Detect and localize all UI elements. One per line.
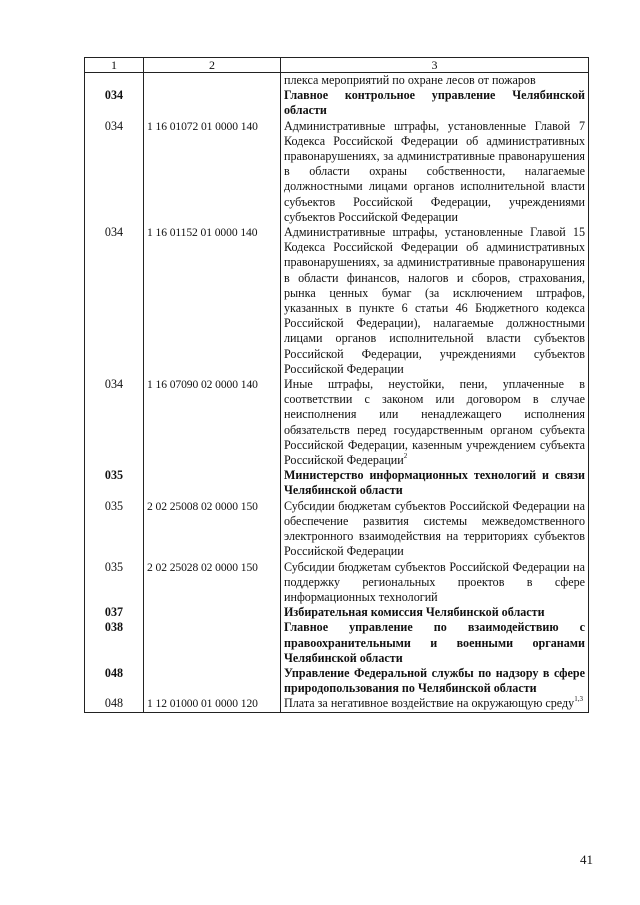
table-row [85, 73, 589, 89]
administrator-code-cell: 037 [85, 605, 144, 620]
description-text: Избирательная комиссия Челябинской области [284, 605, 545, 620]
table-row [85, 666, 589, 696]
revenue-code-cell [144, 666, 281, 696]
administrator-code-cell [85, 73, 144, 89]
description-cell [281, 88, 589, 118]
description-text: Главное управление по взаимодействию с правоохранительными и военными органами Челябинской области [284, 620, 585, 665]
description-text: Административные штрафы, установленные Главой 7 Кодекса Российской Федерации об административных правонарушениях, за административные правонарушения в области охраны собственности, налагаемые должностными лицами органов исполнительной власти субъектов Российской Федерации, учреждениями субъектов Российской Федерации [284, 118, 585, 224]
administrator-code-cell: 034 [85, 88, 144, 118]
administrator-code-cell: 035 [85, 468, 144, 498]
column-header-2: 2 [144, 58, 281, 73]
description-cell [281, 499, 589, 560]
administrator-code-cell: 034 [85, 377, 144, 468]
revenue-code-cell: 1 16 01152 01 0000 140 [144, 225, 281, 377]
description-cell [281, 119, 589, 225]
footnote-reference: 1,3 [574, 695, 583, 704]
administrator-code-cell: 034 [85, 119, 144, 225]
table-body [85, 73, 589, 713]
revenue-code-cell: 2 02 25008 02 0000 150 [144, 499, 281, 560]
footnote-reference: 2 [403, 452, 408, 461]
table-row [85, 225, 589, 377]
revenue-code-cell [144, 88, 281, 118]
table-row [85, 468, 589, 498]
description-cell [281, 225, 589, 377]
table-row [85, 119, 589, 225]
description-cell [281, 696, 589, 712]
revenue-code-cell: 2 02 25028 02 0000 150 [144, 560, 281, 606]
revenue-code-cell: 1 16 01072 01 0000 140 [144, 119, 281, 225]
table-header-row [85, 58, 589, 73]
administrator-code-cell: 035 [85, 499, 144, 560]
revenue-code-cell [144, 620, 281, 666]
description-text: Плата за негативное воздействие на окружающую среду [284, 696, 575, 711]
administrator-code-cell: 035 [85, 560, 144, 606]
description-cell [281, 73, 589, 89]
column-header-1: 1 [85, 58, 144, 73]
revenue-code-cell [144, 605, 281, 620]
table-row [85, 499, 589, 560]
administrator-code-cell: 048 [85, 696, 144, 712]
revenue-code-cell: 1 12 01000 01 0000 120 [144, 696, 281, 712]
table-row [85, 620, 589, 666]
administrator-code-cell: 048 [85, 666, 144, 696]
description-text: Субсидии бюджетам субъектов Российской Федерации на обеспечение развития системы межведомственного электронного взаимодействия на территориях субъектов Российской Федерации [284, 498, 585, 559]
description-text: плекса мероприятий по охране лесов от пожаров [284, 73, 536, 87]
administrator-code-cell: 038 [85, 620, 144, 666]
table-row [85, 696, 589, 712]
revenue-code-cell [144, 73, 281, 89]
description-cell [281, 620, 589, 666]
administrator-code-cell: 034 [85, 225, 144, 377]
page-number: 41 [580, 852, 593, 867]
description-text: Административные штрафы, установленные Главой 15 Кодекса Российской Федерации об административных правонарушениях, за административные правонарушения в области финансов, налогов и сборов, страхования, рынка ценных бумаг (за исключением штрафов, указанных в пункте 6 статьи 46 Бюджетного кодекса Российской Федерации), налагаемые должностными лицами органов исполнительной власти субъектов Российской Федерации, учреждениями субъектов Российской Федерации [284, 225, 585, 376]
description-cell [281, 666, 589, 696]
table-row [85, 560, 589, 606]
revenue-code-cell: 1 16 07090 02 0000 140 [144, 377, 281, 468]
table-row [85, 377, 589, 468]
table-row [85, 88, 589, 118]
description-text: Субсидии бюджетам субъектов Российской Федерации на поддержку региональных проектов в сфере информационных технологий [284, 559, 585, 604]
description-cell [281, 377, 589, 468]
table-row [85, 605, 589, 620]
column-header-3: 3 [281, 58, 589, 73]
description-text: Иные штрафы, неустойки, пени, уплаченные в соответствии с законом или договором в случае неисполнения или ненадлежащего исполнения обязательств перед государственным органом субъекта Российской Федерации, казенным учреждением субъекта Российской Федерации [284, 377, 585, 468]
description-text: Министерство информационных технологий и связи Челябинской области [284, 468, 585, 498]
revenue-code-cell [144, 468, 281, 498]
description-text: Управление Федеральной службы по надзору в сфере природопользования по Челябинской области [284, 665, 585, 696]
description-cell [281, 560, 589, 606]
revenue-classification-table [84, 57, 589, 713]
description-text: Главное контрольное управление Челябинской области [284, 88, 585, 118]
description-cell [281, 605, 589, 620]
description-cell [281, 468, 589, 498]
